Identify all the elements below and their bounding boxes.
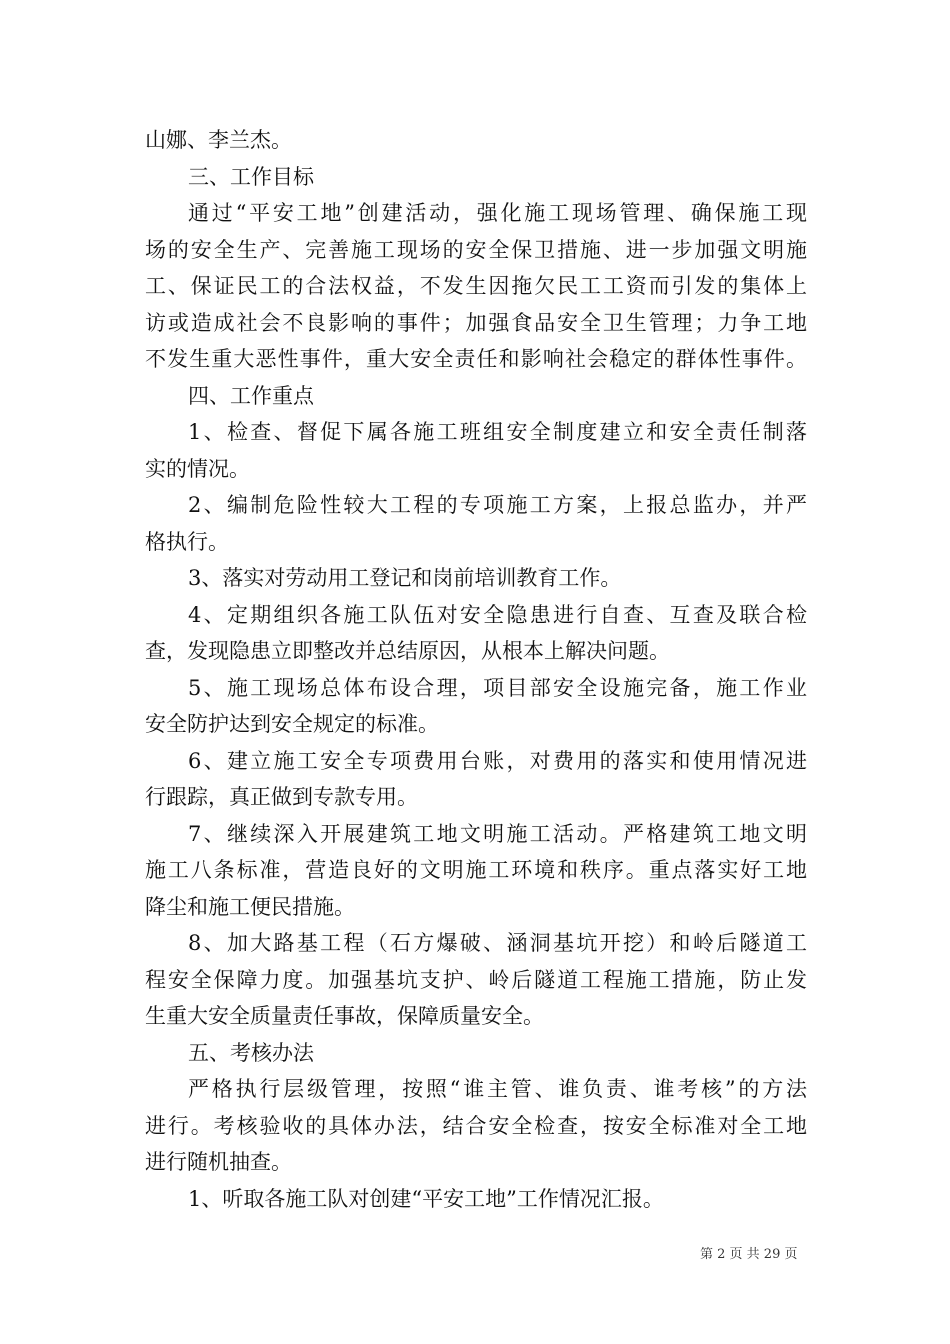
list-item-line: 4、定期组织各施工队伍对安全隐患进行自查、互查及联合检	[188, 602, 807, 627]
section-heading-focus: 四、工作重点	[188, 383, 314, 408]
list-item-line: 降尘和施工便民措施。	[145, 894, 355, 919]
list-item-line: 1、检查、督促下属各施工班组安全制度建立和安全责任制落	[188, 420, 807, 444]
list-item-line: 6、建立施工安全专项费用台账，对费用的落实和使用情况进	[188, 748, 807, 773]
list-item-line: 行跟踪，真正做到专款专用。	[145, 785, 418, 809]
text-line: 工、保证民工的合法权益，不发生因拖欠民工工资而引发的集体上	[145, 274, 807, 298]
page-number-footer: 第 2 页 共 29 页	[700, 1247, 798, 1262]
text-line: 山娜、李兰杰。	[145, 128, 292, 152]
document-page	[145, 122, 807, 1217]
list-item-line: 生重大安全质量责任事故，保障质量安全。	[145, 1004, 544, 1028]
list-item-line: 1、听取各施工队对创建“平安工地”工作情况汇报。	[188, 1186, 664, 1211]
list-item-line: 程安全保障力度。加强基坑支护、岭后隧道工程施工措施，防止发	[145, 967, 807, 992]
text-line: 通过“平安工地”创建活动，强化施工现场管理、确保施工现	[188, 201, 807, 225]
text-line: 进行随机抽查。	[145, 1150, 292, 1174]
list-item-line: 格执行。	[145, 529, 229, 554]
list-item-line: 施工八条标准，营造良好的文明施工环境和秩序。重点落实好工地	[145, 858, 807, 882]
section-heading-goals: 三、工作目标	[188, 164, 314, 189]
list-item-line: 查，发现隐患立即整改并总结原因，从根本上解决问题。	[145, 639, 670, 663]
list-item-line: 实的情况。	[145, 456, 250, 481]
list-item-line: 安全防护达到安全规定的标准。	[145, 712, 439, 736]
list-item-line: 8、加大路基工程（石方爆破、涵洞基坑开挖）和岭后隧道工	[188, 931, 807, 955]
section-heading-assessment: 五、考核办法	[188, 1040, 314, 1065]
text-line: 进行。考核验收的具体办法，结合安全检查，按安全标准对全工地	[145, 1113, 807, 1138]
list-item-line: 2、编制危险性较大工程的专项施工方案，上报总监办，并严	[188, 493, 807, 517]
text-line: 不发生重大恶性事件，重大安全责任和影响社会稳定的群体性事件。	[145, 347, 807, 371]
list-item-line: 7、继续深入开展建筑工地文明施工活动。严格建筑工地文明	[188, 821, 807, 846]
list-item-line: 3、落实对劳动用工登记和岗前培训教育工作。	[188, 566, 622, 590]
text-line: 访或造成社会不良影响的事件；加强食品安全卫生管理；力争工地	[145, 310, 807, 335]
text-line: 场的安全生产、完善施工现场的安全保卫措施、进一步加强文明施	[145, 237, 807, 262]
list-item-line: 5、施工现场总体布设合理，项目部安全设施完备，施工作业	[188, 675, 807, 700]
text-line: 严格执行层级管理，按照“谁主管、谁负责、谁考核”的方法	[188, 1077, 807, 1101]
